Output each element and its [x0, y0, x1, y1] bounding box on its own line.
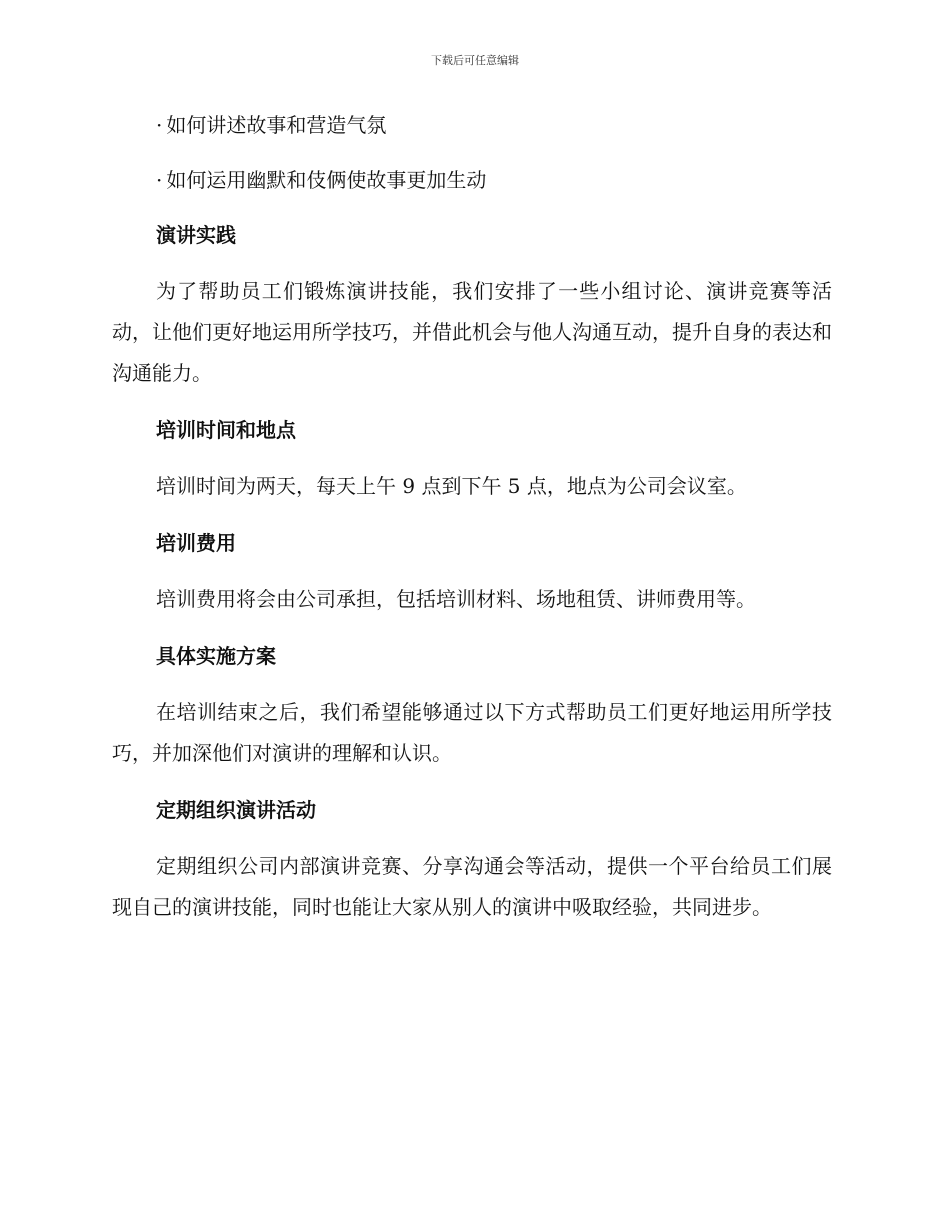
bullet-marker: ·: [156, 113, 163, 137]
section-paragraph-speech-practice: 为了帮助员工们锻炼演讲技能，我们安排了一些小组讨论、演讲竞赛等活动，让他们更好地运用所学技巧，并借此机会与他人沟通互动，提升自身的表达和沟通能力。: [112, 279, 832, 385]
bullet-item: [156, 165, 832, 195]
section-heading-training-time-place: 培训时间和地点: [156, 418, 296, 442]
section-paragraph-regular-speech-activities: 定期组织公司内部演讲竞赛、分享沟通会等活动，提供一个平台给员工们展现自己的演讲技能，同时也能让大家从别人的演讲中吸取经验，共同进步。: [112, 854, 832, 919]
section-heading-speech-practice: 演讲实践: [156, 223, 236, 247]
bullet-text: 如何运用幽默和伎俩使故事更加生动: [166, 168, 487, 192]
section-paragraph-training-time-place: 培训时间为两天，每天上午 9 点到下午 5 点，地点为公司会议室。: [156, 474, 747, 498]
bullet-marker: ·: [156, 168, 163, 192]
bullet-item: [156, 110, 832, 140]
section-heading-implementation-plan: 具体实施方案: [156, 644, 276, 668]
bullet-text: 如何讲述故事和营造气氛: [166, 113, 387, 137]
section-paragraph-implementation-plan: 在培训结束之后，我们希望能够通过以下方式帮助员工们更好地运用所学技巧，并加深他们对演讲的理解和认识。: [112, 700, 832, 765]
section-paragraph-training-cost: 培训费用将会由公司承担，包括培训材料、场地租赁、讲师费用等。: [156, 587, 756, 611]
document-body: [112, 110, 832, 949]
header-note: 下载后可任意编辑: [431, 54, 519, 67]
section-heading-regular-speech-activities: 定期组织演讲活动: [156, 798, 316, 822]
section-heading-training-cost: 培训费用: [156, 531, 236, 555]
